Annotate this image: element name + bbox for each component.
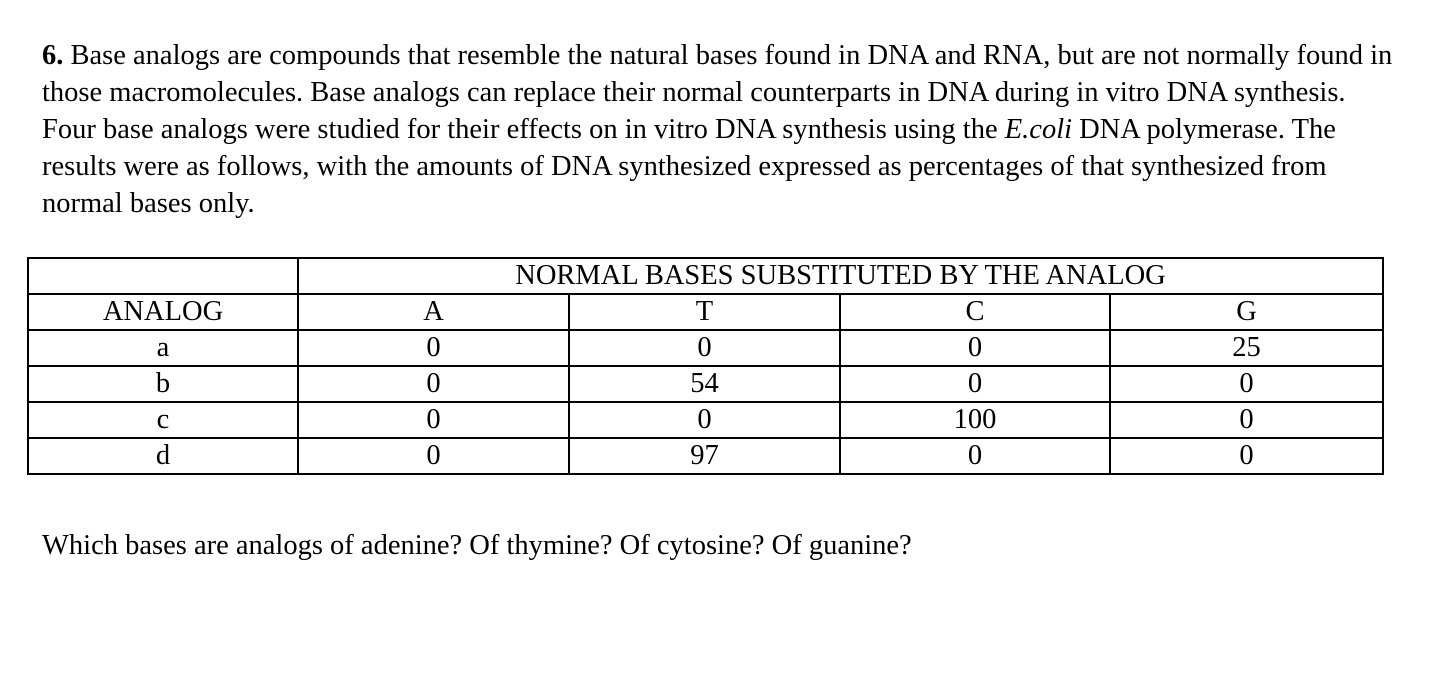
value-cell-a: 0 (298, 330, 569, 366)
organism-name: E.coli (1004, 114, 1073, 145)
analog-cell: b (28, 366, 298, 402)
analog-column-header: ANALOG (28, 294, 298, 330)
table-row (28, 402, 1383, 438)
value-cell-t: 97 (569, 438, 840, 474)
column-header-g: G (1110, 294, 1383, 330)
table-row (28, 330, 1383, 366)
value-cell-g: 25 (1110, 330, 1383, 366)
group-header-cell: NORMAL BASES SUBSTITUTED BY THE ANALOG (298, 258, 1383, 294)
column-header-c: C (840, 294, 1110, 330)
question-number: 6. (42, 40, 64, 71)
value-cell-a: 0 (298, 402, 569, 438)
value-cell-c: 100 (840, 402, 1110, 438)
value-cell-t: 54 (569, 366, 840, 402)
value-cell-t: 0 (569, 330, 840, 366)
empty-corner-cell (28, 258, 298, 294)
analog-cell: d (28, 438, 298, 474)
value-cell-c: 0 (840, 438, 1110, 474)
column-header-a: A (298, 294, 569, 330)
value-cell-a: 0 (298, 438, 569, 474)
followup-question: Which bases are analogs of adenine? Of thymine? Of cytosine? Of guanine? (42, 530, 912, 561)
question-paragraph (42, 37, 1402, 222)
analog-cell: a (28, 330, 298, 366)
column-header-row (28, 294, 1383, 330)
value-cell-g: 0 (1110, 366, 1383, 402)
question-text-part2: DNA polymerase. The results were as follows, with the amounts of DNA synthesized expressed as percentages of that synthesized from normal bases only. (42, 114, 1336, 219)
group-header-row (28, 258, 1383, 294)
results-table (27, 257, 1384, 475)
analog-cell: c (28, 402, 298, 438)
table-row (28, 366, 1383, 402)
value-cell-c: 0 (840, 330, 1110, 366)
value-cell-c: 0 (840, 366, 1110, 402)
value-cell-t: 0 (569, 402, 840, 438)
table-row (28, 438, 1383, 474)
question-text-part1: Base analogs are compounds that resemble the natural bases found in DNA and RNA, but are not normally found in those macromolecules. Base analogs can replace their normal counterparts in DNA during in vitro DNA synthesis. Four base analogs were studied for their effects on in vitro DNA synthesis using the (42, 40, 1393, 145)
value-cell-g: 0 (1110, 438, 1383, 474)
value-cell-a: 0 (298, 366, 569, 402)
value-cell-g: 0 (1110, 402, 1383, 438)
column-header-t: T (569, 294, 840, 330)
